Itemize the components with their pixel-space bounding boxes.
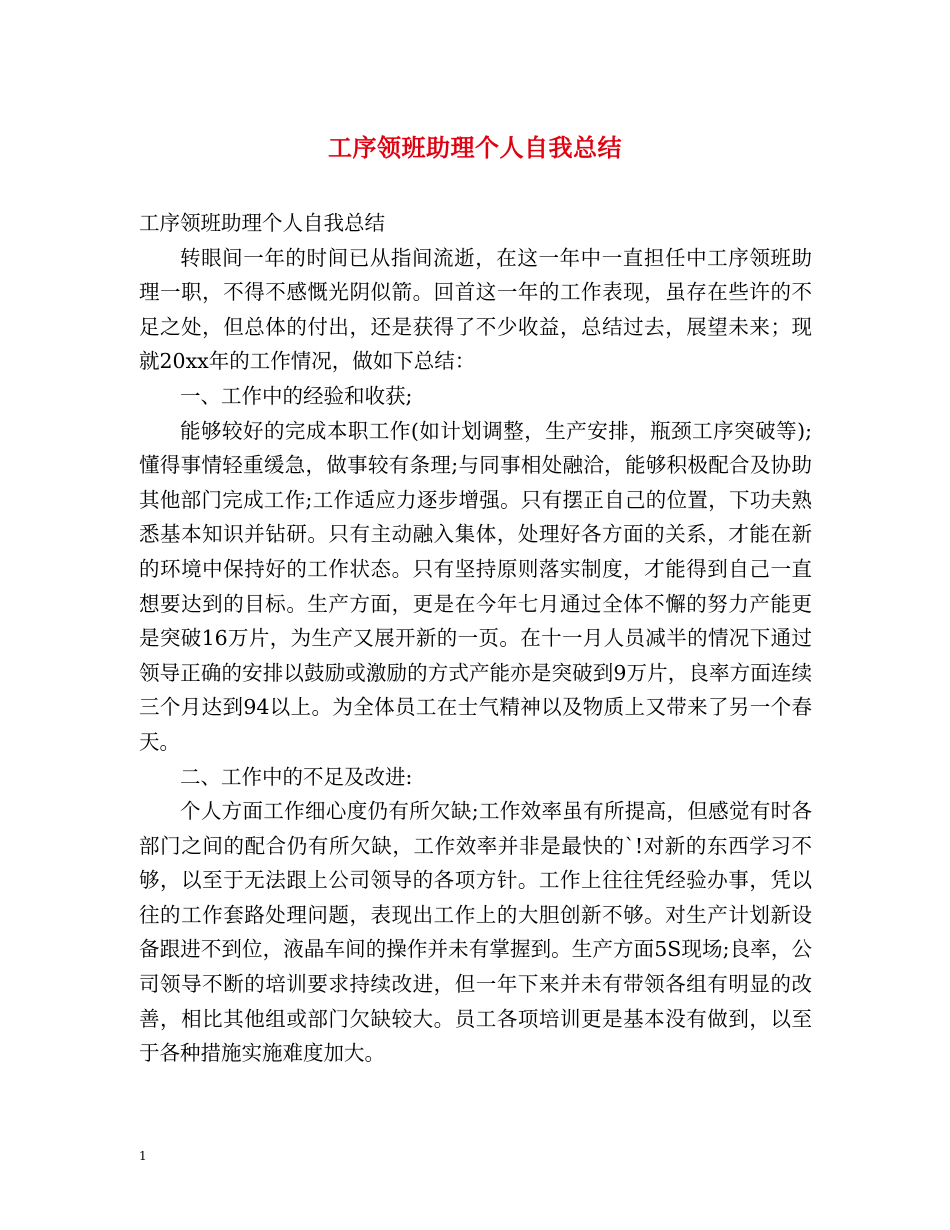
document-title: 工序领班助理个人自我总结 [328,133,622,162]
paragraph-heading: 工序领班助理个人自我总结 [139,211,385,235]
paragraph-experience: 能够较好的完成本职工作(如计划调整，生产安排，瓶颈工序突破等);懂得事情轻重缓急，做事较有条理;与同事相处融洽，能够积极配合及协助其他部门完成工作;工作适应力逐步增强。只有摆正自己的位置，下功夫熟悉基本知识并钻研。只有主动融入集体，处理好各方面的关系，才能在新的环境中保持好的工作状态。只有坚持原则落实制度，才能得到自己一直想要达到的目标。生产方面，更是在今年七月通过全体不懈的努力产能更是突破16万片，为生产又展开新的一页。在十一月人员减半的情况下通过领导正确的安排以鼓励或激励的方式产能亦是突破到9万片，良率方面连续三个月达到94以上。为全体员工在士气精神以及物质上又带来了另一个春天。 [139,418,812,754]
paragraph-shortcomings: 个人方面工作细心度仍有所欠缺;工作效率虽有所提高，但感觉有时各部门之间的配合仍有所欠缺，工作效率并非是最快的`!对新的东西学习不够，以至于无法跟上公司领导的各项方针。工作上往往凭经验办事，凭以往的工作套路处理问题，表现出工作上的大胆创新不够。对生产计划新设备跟进不到位，液晶车间的操作并未有掌握到。生产方面5S现场;良率，公司领导不断的培训要求持续改进，但一年下来并未有带领各组有明显的改善，相比其他组或部门欠缺较大。员工各项培训更是基本没有做到，以至于各种措施实施难度加大。 [139,799,812,1066]
document-body [139,206,812,1071]
section-heading-shortcomings: 二、工作中的不足及改进: [180,764,413,789]
page-number: 1 [139,1149,147,1163]
section-heading-experience: 一、工作中的经验和收获; [180,383,413,408]
paragraph-intro: 转眼间一年的时间已从指间流逝，在这一年中一直担任中工序领班助理一职，不得不感慨光阴似箭。回首这一年的工作表现，虽存在些许的不足之处，但总体的付出，还是获得了不少收益，总结过去，展望未来；现就20xx年的工作情况，做如下总结： [139,245,812,374]
